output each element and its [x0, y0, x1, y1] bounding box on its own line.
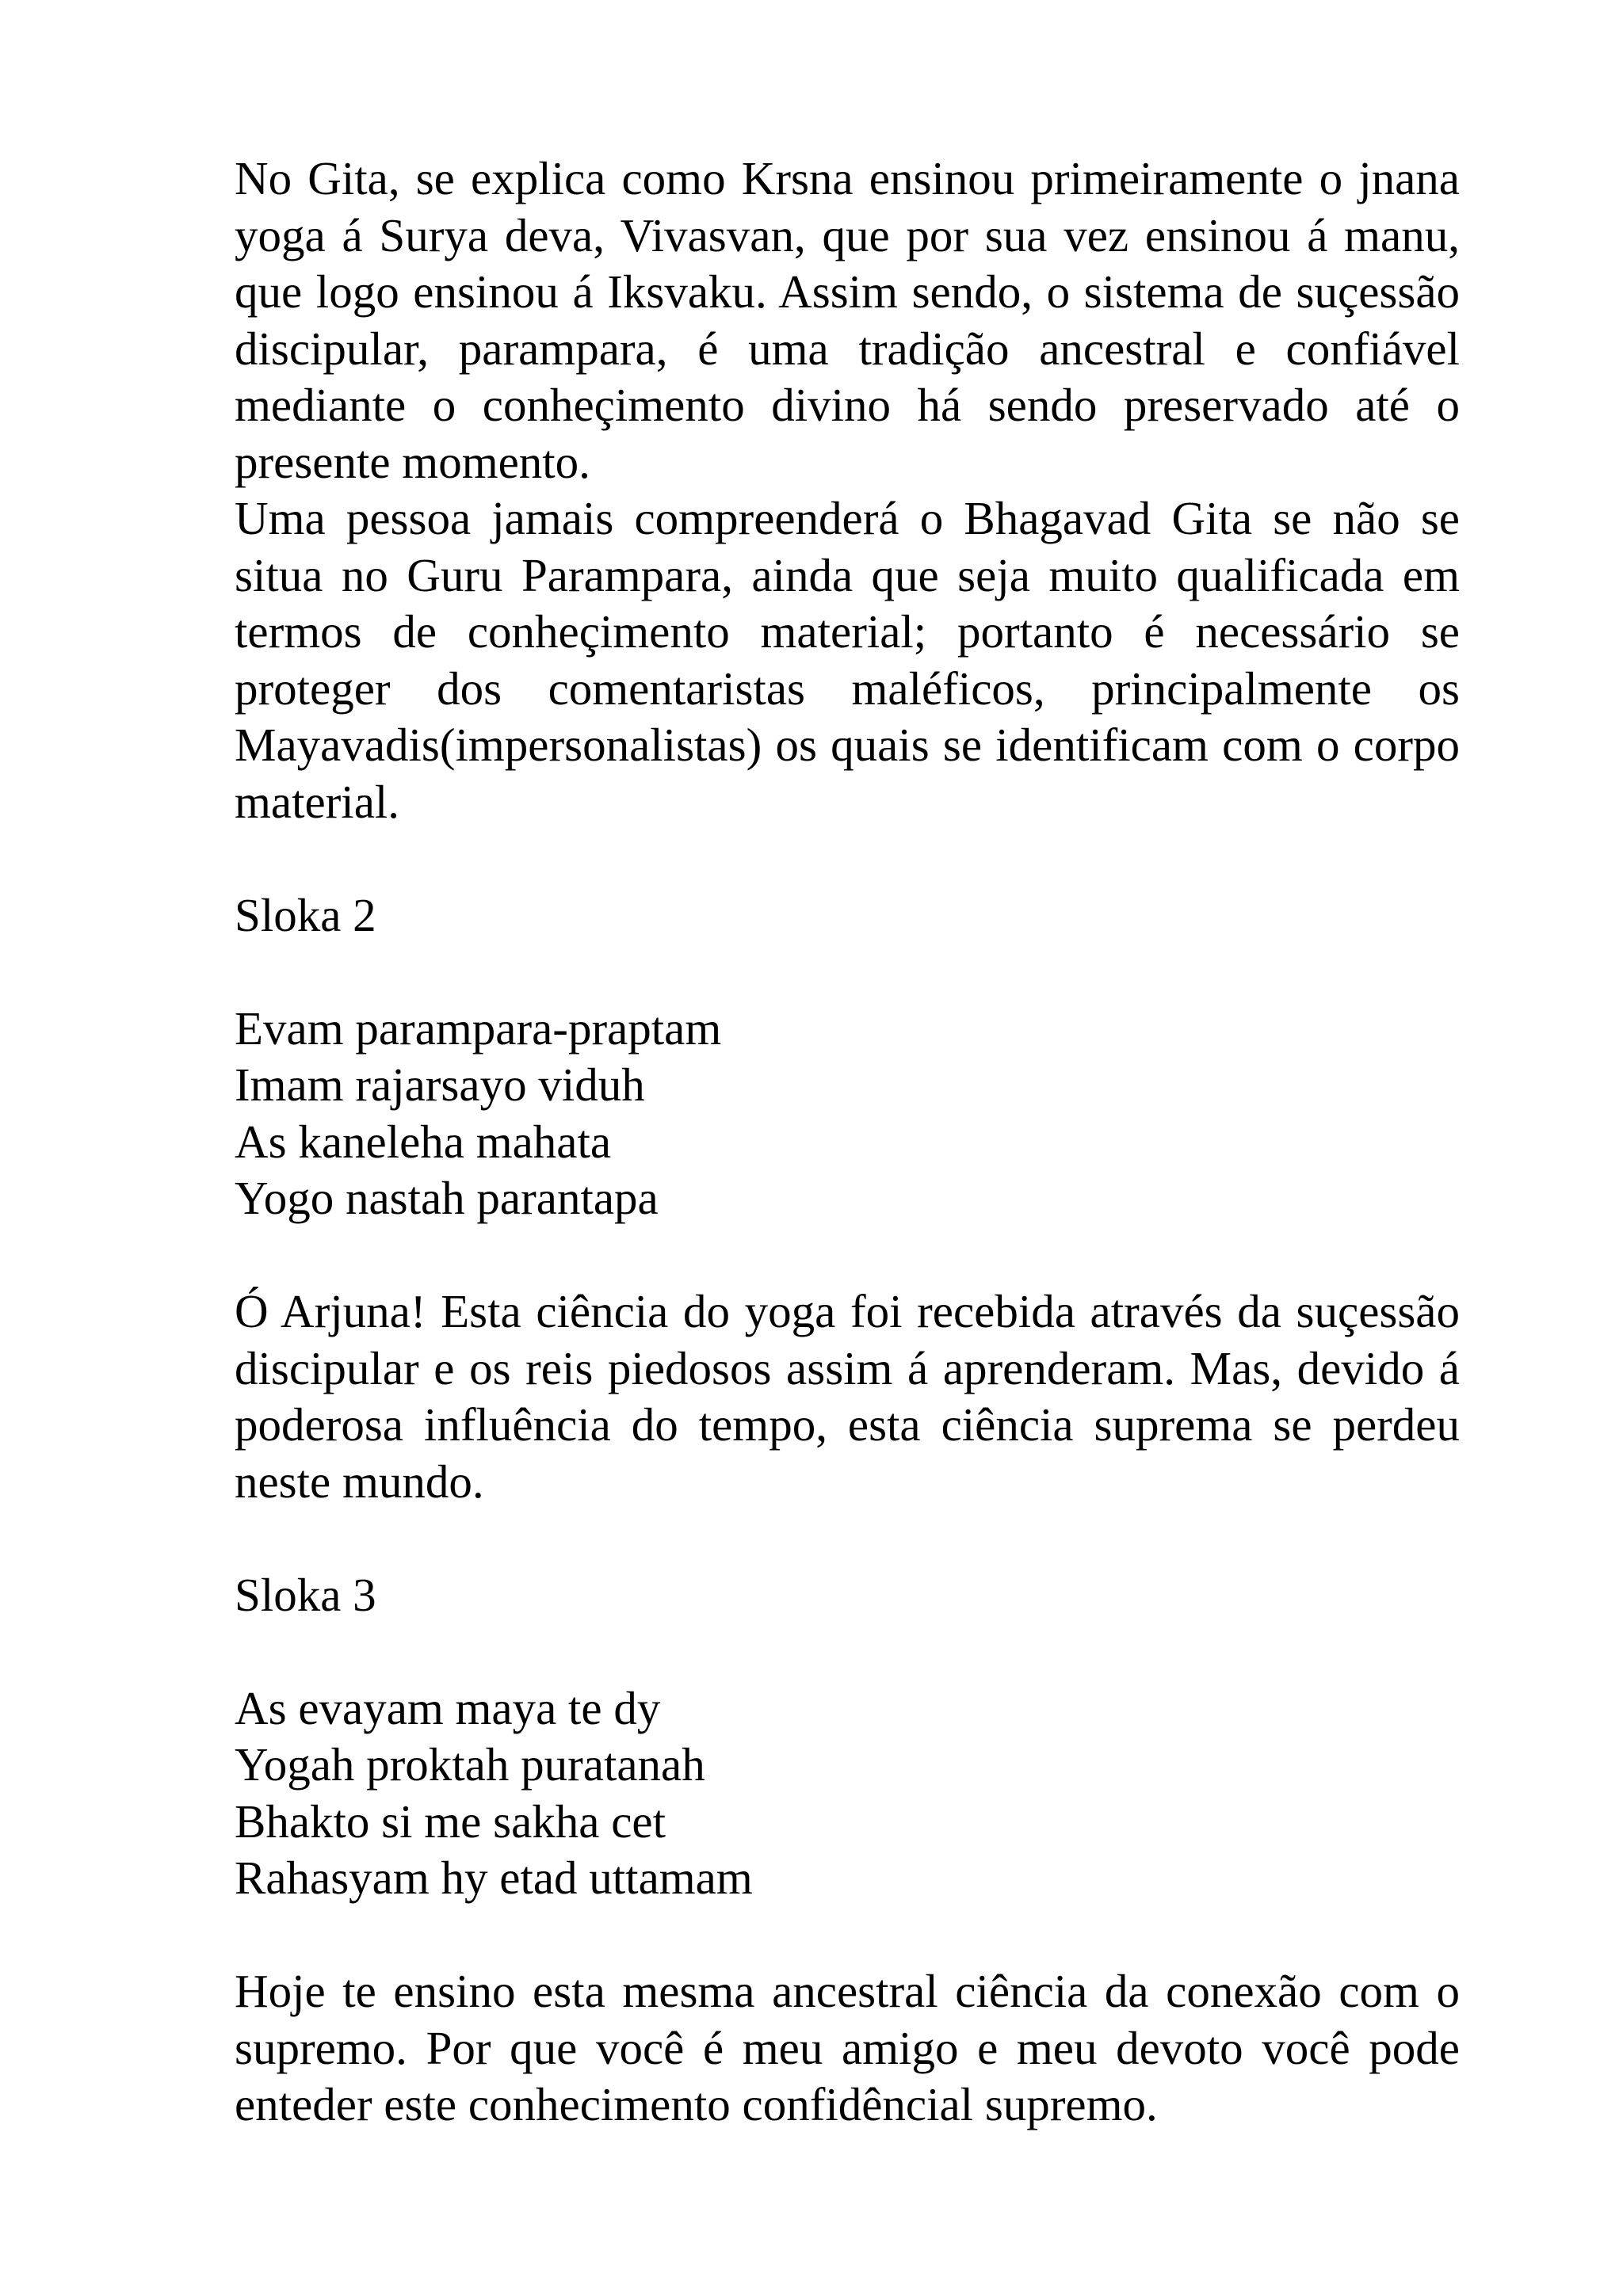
verse-line: Yogo nastah parantapa: [235, 1172, 659, 1224]
verse-line: Rahasyam hy etad uttamam: [235, 1852, 753, 1904]
verse-line: Bhakto si me sakha cet: [235, 1794, 666, 1848]
document-page: [235, 151, 1460, 2134]
sloka-3-verse: [235, 1680, 1460, 1907]
verse-line: Evam parampara-praptam: [235, 1001, 722, 1055]
verse-line: Imam rajarsayo viduh: [235, 1058, 645, 1111]
sloka-3-translation: Hoje te ensino esta mesma ancestral ciência da conexão com o supremo. Por que você é meu amigo e meu devoto você pode enteder este conhecimento confidêncial supremo.: [235, 1965, 1460, 2130]
verse-line: As kaneleha mahata: [235, 1115, 612, 1168]
sloka-2-translation: Ó Arjuna! Esta ciência do yoga foi recebida através da suçessão discipular e os reis piedosos assim á aprenderam. Mas, devido á poderosa influência do tempo, esta ciência suprema se perdeu neste mundo.: [235, 1285, 1460, 1508]
paragraph-intro: No Gita, se explica como Krsna ensinou primeiramente o jnana yoga á Surya deva, Vivasvan, que por sua vez ensinou á manu, que logo ensinou á Iksvaku. Assim sendo, o sistema de suçessão discipular, parampara, é uma tradição ancestral e confiável mediante o conheçimento divino há sendo preservado até o presente momento.: [235, 152, 1460, 488]
verse-line: As evayam maya te dy: [235, 1681, 661, 1734]
spacer: [235, 1907, 1460, 1964]
verse-line: Yogah proktah puratanah: [235, 1738, 705, 1791]
sloka-2-heading: Sloka 2: [235, 888, 376, 941]
spacer: [235, 1510, 1460, 1567]
sloka-3-heading: Sloka 3: [235, 1568, 376, 1621]
spacer: [235, 944, 1460, 1001]
spacer: [235, 1623, 1460, 1680]
spacer: [235, 1227, 1460, 1284]
paragraph-guru-parampara: Uma pessoa jamais compreenderá o Bhagavad Gita se não se situa no Guru Parampara, ainda que seja muito qualificada em termos de conheçimento material; portanto é necessário se proteger dos comentaristas maléficos, principalmente os Mayavadis(impersonalistas) os quais se identificam com o corpo material.: [235, 492, 1460, 828]
spacer: [235, 830, 1460, 887]
sloka-2-verse: [235, 1001, 1460, 1227]
